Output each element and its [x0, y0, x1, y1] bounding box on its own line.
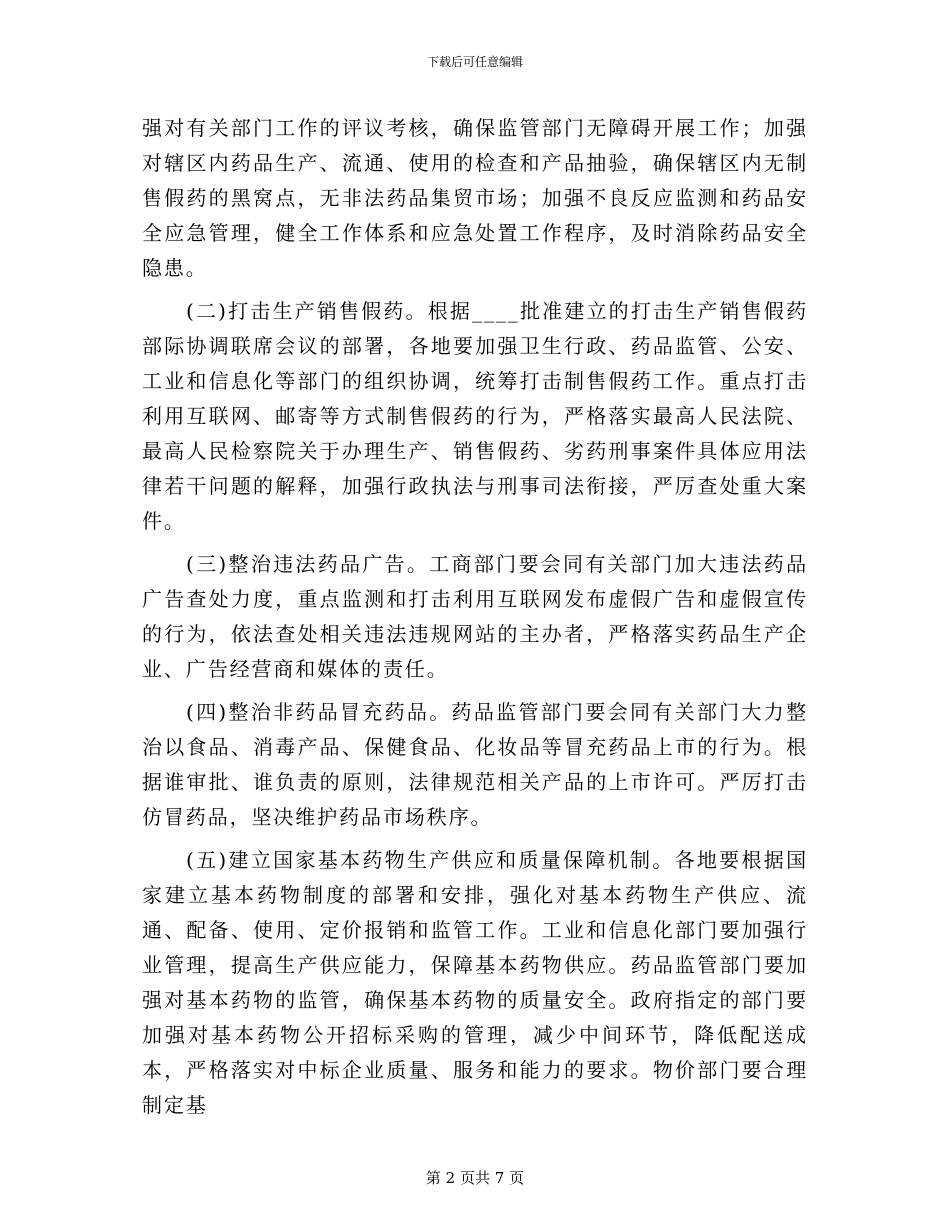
page-number: 第 2 页共 7 页 — [425, 1169, 525, 1187]
paragraph-continuation: 强对有关部门工作的评议考核，确保监管部门无障碍开展工作；加强对辖区内药品生产、流通、使用的检查和产品抽验，确保辖区内无制售假药的黑窝点，无非法药品集贸市场；加强不良反应监测和药品安全应急管理，健全工作体系和应急处置工作程序，及时消除药品安全隐患。 — [142, 116, 808, 280]
paragraph-section-4: (四)整治非药品冒充药品。药品监管部门要会同有关部门大力整治以食品、消毒产品、保健食品、化妆品等冒充药品上市的行为。根据谁审批、谁负责的原则，法律规范相关产品的上市许可。严厉打击仿冒药品，坚决维护药品市场秩序。 — [142, 700, 808, 829]
paragraph-section-2: (二)打击生产销售假药。根据____批准建立的打击生产销售假药部际协调联席会议的部署，各地要加强卫生行政、药品监管、公安、工业和信息化等部门的组织协调，统筹打击制售假药工作。重点打击利用互联网、邮寄等方式制售假药的行为，严格落实最高人民法院、最高人民检察院关于办理生产、销售假药、劣药刑事案件具体应用法律若干问题的解释，加强行政执法与刑事司法衔接，严厉查处重大案件。 — [142, 299, 808, 533]
document-body — [142, 111, 808, 1131]
page-header: 下载后可任意编辑 — [426, 55, 523, 69]
paragraph-section-3: (三)整治违法药品广告。工商部门要会同有关部门加大违法药品广告查处力度，重点监测和打击利用互联网发布虚假广告和虚假宣传的行为，依法查处相关违法违规网站的主办者，严格落实药品生产企业、广告经营商和媒体的责任。 — [142, 552, 808, 681]
paragraph-section-5: (五)建立国家基本药物生产供应和质量保障机制。各地要根据国家建立基本药物制度的部署和安排，强化对基本药物生产供应、流通、配备、使用、定价报销和监管工作。工业和信息化部门要加强行业管理，提高生产供应能力，保障基本药物供应。药品监管部门要加强对基本药物的监管，确保基本药物的质量安全。政府指定的部门要加强对基本药物公开招标采购的管理，减少中间环节，降低配送成本，严格落实对中标企业质量、服务和能力的要求。物价部门要合理制定基 — [142, 848, 808, 1117]
